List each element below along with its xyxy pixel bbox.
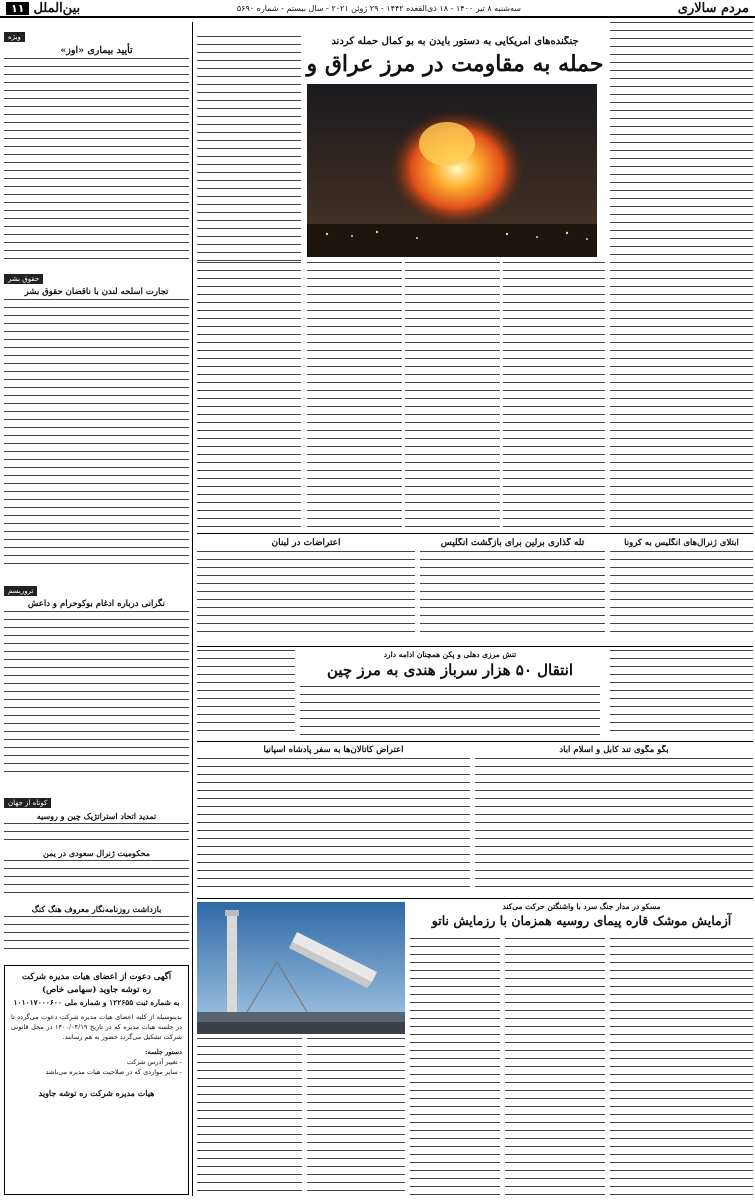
story-kabul: [475, 745, 753, 895]
ad-company: ره توشه جاوید (سهامی خاص): [41, 985, 152, 995]
story-headline: اعتراض کاتالان‌ها به سفر پادشاه اسپانیا: [263, 745, 404, 755]
right-column-text: [610, 22, 753, 530]
ad-agenda-item: - سایر مواردی که در صلاحیت هیات مدیره می‌باشد: [45, 1067, 182, 1076]
story-headline: بگو مگوی تند کابل و اسلام آباد: [559, 745, 669, 755]
top-story-headline: حمله به مقاومت در مرز عراق و: [306, 51, 604, 77]
story-abtela: [610, 538, 753, 643]
page-number: ۱۱: [6, 2, 29, 15]
body-text: [610, 22, 753, 530]
top-story-col-3: [307, 262, 402, 530]
sidebar-tag: ویژه: [4, 32, 25, 42]
sidebar-section-1: [4, 24, 189, 264]
sidebar-section-2: [4, 266, 189, 566]
sidebar-tag: تروریسم: [4, 586, 37, 596]
story-catalan: [197, 745, 470, 895]
ad-body: بدینوسیله از کلیه اعضای هیات مدیره شرکت دعوت می‌گردد تا در جلسه هیات مدیره که در تاریخ ۱۴۰۰/۰۴/۱۹ در محل قانونی شرکت تشکیل می‌گردد حضور به هم رسانند.: [11, 1013, 182, 1041]
ad-registration: به شماره ثبت ۱۲۲۶۵۵ و شماره ملی ۱۰۱۰۱۷۰۰۰۶۰۰: [13, 998, 180, 1007]
masthead: [0, 0, 755, 18]
missile-col-1: [610, 938, 753, 1196]
china-story-headline-block: [300, 650, 600, 680]
sidebar-tag: کوتاه از جهان: [4, 798, 51, 808]
sidebar-headline: تأیید بیماری «اوز»: [60, 45, 133, 56]
rocket-launch-photo: [197, 902, 405, 1034]
sidebar-headline: محکومیت ژنرال سعودی در یمن: [42, 848, 151, 858]
story-headline: انتقال ۵۰ هزار سرباز هندی به مرز چین: [326, 661, 574, 679]
sidebar-section-6: [4, 902, 189, 954]
section-name: بین‌الملل: [33, 0, 81, 16]
sidebar-headline: تجارت اسلحه لندن با ناقضان حقوق بشر: [24, 287, 169, 297]
sidebar-headline: بازداشت روزنامه‌نگار معروف هنگ کنگ: [31, 904, 162, 914]
missile-headline-block: [410, 902, 753, 934]
missile-col-5: [197, 1038, 302, 1196]
newspaper-logo: مردم سالاری: [677, 0, 749, 16]
explosion-photo: [307, 84, 597, 257]
sidebar-headline: نگرانی درباره ادغام بوکوحرام و داعش: [27, 599, 166, 609]
story-headline: تله گذاری برلین برای بازگشت انگلیس: [440, 538, 585, 548]
top-story-kicker: جنگنده‌های آمریکایی به دستور بایدن به بو کمال حمله کردند: [331, 36, 579, 47]
missile-col-3: [410, 938, 500, 1196]
story-kicker: مسکو در مدار جنگ سرد با واشنگتن حرکت می‌کند: [502, 902, 661, 911]
sidebar-section-4: [4, 790, 189, 842]
story-kicker: تنش مرزی دهلی و پکن همچنان ادامه دارد: [383, 650, 517, 659]
story-headline: ابتلای ژنرال‌های انگلیس به کرونا: [624, 538, 739, 548]
sidebar-headline: تمدید اتحاد استراتژیک چین و روسیه: [36, 811, 157, 821]
missile-col-4: [307, 1038, 405, 1196]
top-story-col-1: [503, 262, 605, 530]
ad-agenda-title: دستور جلسه:: [145, 1048, 182, 1057]
sidebar-tag: حقوق بشر: [4, 274, 43, 284]
story-berlin: [420, 538, 605, 643]
top-story-col-2: [405, 262, 500, 530]
ad-signature: هیات مدیره شرکت ره توشه جاوید: [38, 1087, 155, 1098]
dateline: سه‌شنبه ۸ تیر ۱۴۰۰ - ۱۸ ذی‌القعده ۱۴۴۲ - ۲۹ ژوئن ۲۰۲۱ - سال بیستم - شماره ۵۶۹۰: [236, 3, 521, 13]
notice-advertisement: [4, 965, 189, 1195]
story-headline: آزمایش موشک قاره پیمای روسیه همزمان با رزمایش ناتو: [431, 913, 732, 928]
china-story-col-2: [300, 686, 600, 738]
sidebar-section-5: [4, 846, 189, 898]
story-lebanon: [197, 538, 415, 643]
missile-col-2: [505, 938, 605, 1196]
section-label: [6, 1, 80, 16]
china-story-col-1: [610, 650, 753, 738]
story-headline: اعتراضات در لبنان: [271, 538, 341, 548]
top-story-col-5: [197, 262, 301, 530]
china-story-col-3: [197, 650, 295, 738]
sidebar-section-3: [4, 578, 189, 778]
ad-title: آگهی دعوت از اعضای هیات مدیره شرکت: [21, 972, 172, 982]
top-story-col-4: [197, 36, 301, 261]
ad-agenda-item: - تغییر آدرس شرکت: [126, 1058, 182, 1066]
